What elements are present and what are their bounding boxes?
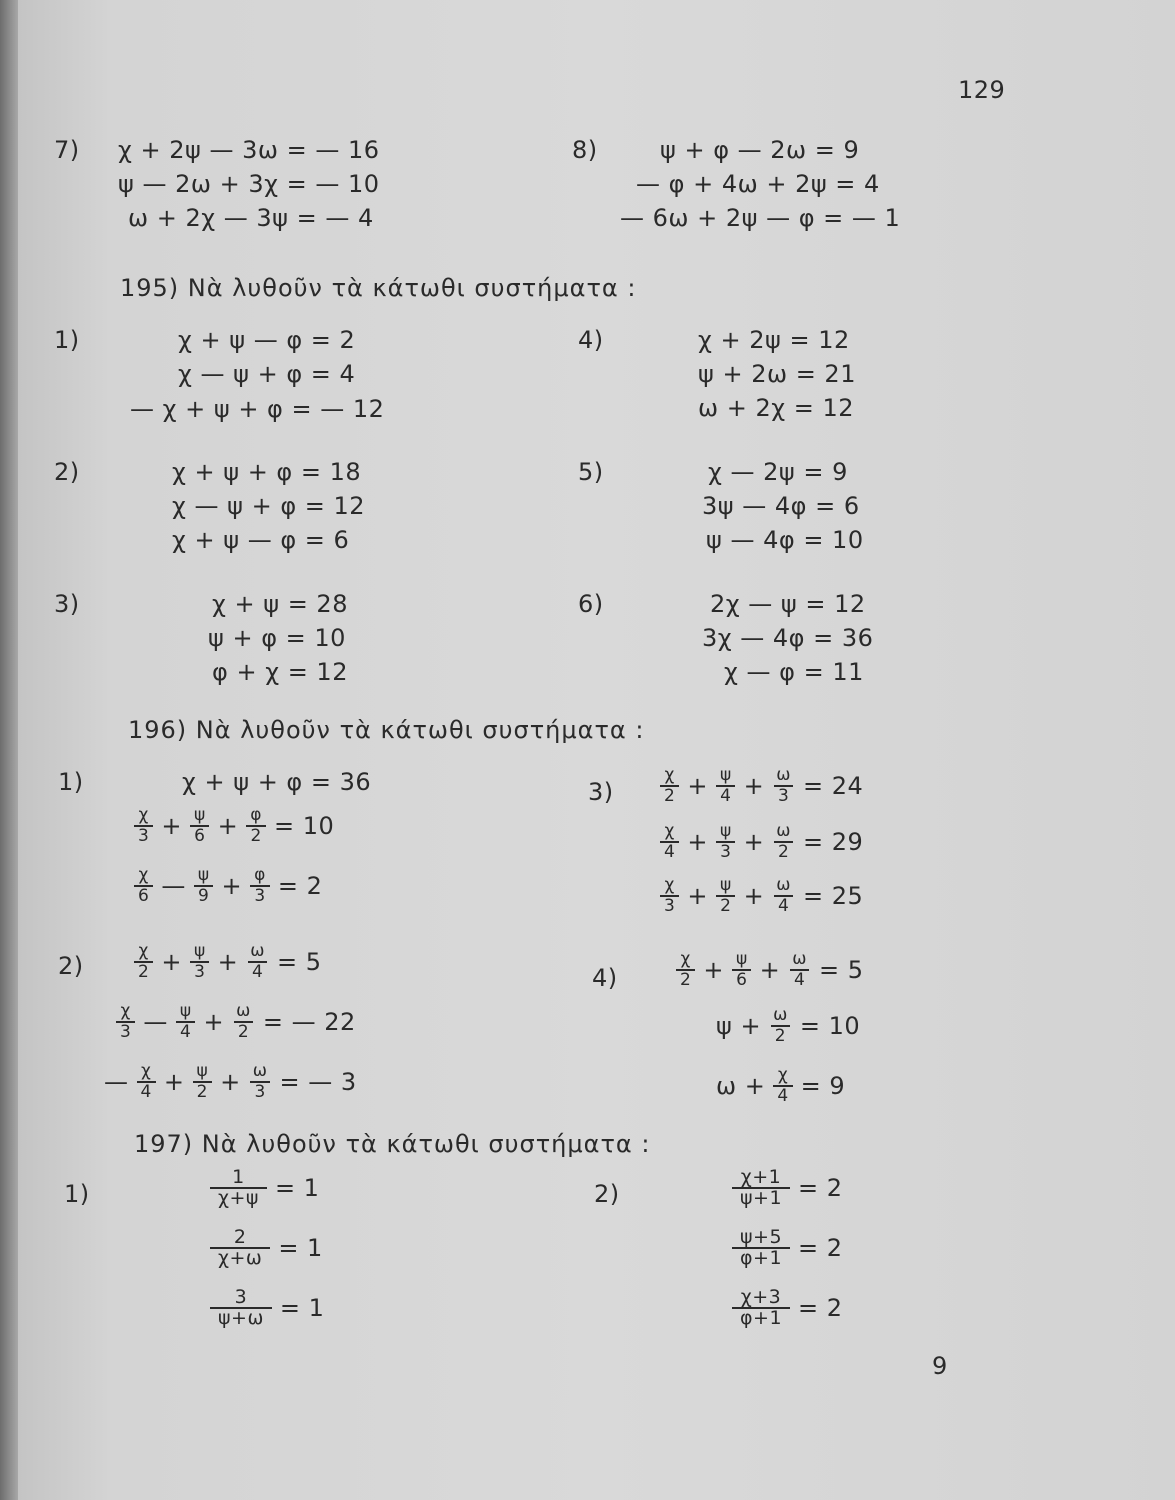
equation: — φ + 4ω + 2ψ = 4 (636, 170, 880, 198)
denominator: 2 (234, 1021, 253, 1042)
fraction (676, 950, 695, 990)
numerator: χ (138, 805, 149, 825)
right-hand-side: = 1 (278, 1234, 323, 1262)
page-number: 129 (958, 76, 1006, 104)
right-hand-side: = — 22 (262, 1008, 356, 1036)
fraction (246, 806, 266, 846)
operator: ψ + (716, 1012, 762, 1040)
numerator: ω (250, 941, 266, 961)
fraction (134, 806, 153, 846)
denominator: 6 (190, 825, 209, 846)
fraction (134, 942, 153, 982)
fraction (116, 1002, 135, 1042)
operator: — (143, 1008, 168, 1036)
fraction (210, 1228, 270, 1268)
equation: χ + 2ψ = 12 (698, 326, 850, 354)
denominator: 3 (250, 885, 269, 906)
problem-4-label: 4) (592, 964, 618, 992)
right-hand-side: = 25 (803, 882, 864, 910)
equation-fraction-row (130, 866, 326, 906)
numerator: ψ (193, 941, 206, 961)
denominator: 4 (716, 785, 735, 806)
exercise-195-heading: 195) Νὰ λυθοῦν τὰ κάτωθι συστήματα : (120, 274, 637, 302)
operator: + (687, 772, 708, 800)
equation: χ + ψ + φ = 18 (172, 458, 362, 486)
denominator: 3 (774, 785, 793, 806)
equation-fraction-row (656, 822, 867, 862)
denominator: φ+1 (732, 1247, 790, 1268)
numerator: ω (776, 875, 792, 895)
denominator: 3 (134, 825, 153, 846)
operator: + (703, 956, 724, 984)
equation: ψ — 4φ = 10 (706, 526, 864, 554)
problem-1-label: 1) (54, 326, 80, 354)
numerator: χ (664, 875, 675, 895)
right-hand-side: = 1 (279, 1294, 325, 1322)
equation-fraction-row (712, 1006, 864, 1046)
numerator: χ (141, 1061, 152, 1081)
fraction (732, 1168, 790, 1208)
equation-fraction-row (672, 950, 868, 990)
denominator: 9 (194, 885, 213, 906)
operator: — (161, 872, 186, 900)
denominator: 4 (790, 969, 809, 990)
problem-2-label: 2) (594, 1180, 620, 1208)
right-hand-side: = 9 (800, 1072, 846, 1100)
operator: ω + (716, 1072, 766, 1100)
fraction (660, 876, 679, 916)
problem-3-label: 3) (54, 590, 80, 618)
denominator: 3 (716, 841, 735, 862)
equation: χ + ψ — φ = 6 (172, 526, 350, 554)
numerator: ω (792, 949, 808, 969)
numerator: χ+1 (740, 1166, 782, 1188)
numerator: ω (776, 821, 792, 841)
problem-3-label: 3) (588, 778, 614, 806)
operator: + (163, 1068, 185, 1096)
numerator: ψ (719, 875, 732, 895)
fraction (773, 1066, 792, 1106)
equation-fraction-row (130, 806, 338, 846)
operator: + (743, 828, 765, 856)
operator: + (161, 948, 182, 976)
fraction (732, 950, 752, 990)
fraction (246, 942, 269, 982)
equation: χ + ψ — φ = 2 (178, 326, 356, 354)
problem-1-label: 1) (64, 1180, 90, 1208)
operator: + (161, 812, 182, 840)
right-hand-side: = 10 (799, 1012, 861, 1040)
fraction (732, 1288, 790, 1328)
equation-fraction-row (656, 766, 867, 806)
problem-2-label: 2) (54, 458, 80, 486)
denominator: 3 (660, 895, 679, 916)
right-hand-side: = 2 (277, 872, 323, 900)
numerator: ψ (179, 1001, 192, 1021)
equation: χ — φ = 11 (724, 658, 864, 686)
denominator: 3 (116, 1021, 135, 1042)
fraction (772, 766, 795, 806)
denominator: φ+1 (732, 1307, 790, 1328)
operator: + (743, 882, 765, 910)
right-hand-side: = 5 (277, 948, 322, 976)
denominator: 4 (774, 895, 793, 916)
numerator: ψ (193, 805, 206, 825)
operator: + (687, 828, 708, 856)
numerator: ψ (197, 865, 210, 885)
equation-fraction-row (712, 1066, 849, 1106)
equation-fraction-row (206, 1228, 327, 1268)
equation: ω + 2χ — 3ψ = — 4 (128, 204, 374, 232)
numerator: ψ+5 (740, 1226, 783, 1248)
equation: χ — ψ + φ = 4 (178, 360, 356, 388)
problem-8-label: 8) (572, 136, 598, 164)
equation: χ — ψ + φ = 12 (172, 492, 366, 520)
numerator: 1 (232, 1166, 245, 1188)
equation-fraction-row (100, 1062, 361, 1102)
operator: + (743, 772, 765, 800)
numerator: 2 (233, 1226, 247, 1248)
denominator: 3 (190, 961, 209, 982)
problem-6-label: 6) (578, 590, 604, 618)
fraction (772, 822, 795, 862)
fraction (176, 1002, 196, 1042)
exercise-196-heading: 196) Νὰ λυθοῦν τὰ κάτωθι συστήματα : (128, 716, 645, 744)
denominator: 6 (732, 969, 751, 990)
denominator: 2 (676, 969, 695, 990)
denominator: 4 (176, 1021, 195, 1042)
equation: ψ + φ — 2ω = 9 (660, 136, 860, 164)
equation-fraction-row (206, 1168, 323, 1208)
right-hand-side: = 2 (798, 1234, 843, 1262)
numerator: χ (664, 821, 675, 841)
numerator: ψ (719, 765, 732, 785)
right-hand-side: = 2 (798, 1174, 843, 1202)
denominator: 4 (137, 1081, 156, 1102)
problem-2-label: 2) (58, 952, 84, 980)
right-hand-side: = 2 (798, 1294, 843, 1322)
numerator: χ (138, 865, 149, 885)
numerator: χ (138, 941, 149, 961)
equation-fraction-row (728, 1288, 847, 1328)
denominator: 2 (246, 825, 265, 846)
fraction (249, 1062, 272, 1102)
denominator: 6 (134, 885, 153, 906)
equation-fraction-row (130, 942, 326, 982)
equation-fraction-row (112, 1002, 360, 1042)
numerator: ω (776, 765, 792, 785)
equation-fraction-row (728, 1168, 847, 1208)
problem-5-label: 5) (578, 458, 604, 486)
denominator: 3 (250, 1081, 269, 1102)
equation: 3χ — 4φ = 36 (702, 624, 874, 652)
equation: 3ψ — 4φ = 6 (702, 492, 860, 520)
book-spine (0, 0, 18, 1500)
fraction (250, 866, 270, 906)
equation: χ + ψ + φ = 36 (182, 768, 372, 796)
denominator: 2 (716, 895, 735, 916)
numerator: 3 (234, 1286, 248, 1308)
equation-fraction-row (206, 1288, 328, 1328)
equation: χ + 2ψ — 3ω = — 16 (118, 136, 380, 164)
fraction (190, 806, 210, 846)
right-hand-side: = 10 (273, 812, 335, 840)
numerator: χ (664, 765, 675, 785)
fraction (788, 950, 811, 990)
equation: χ + ψ = 28 (212, 590, 348, 618)
signature-mark: 9 (932, 1352, 948, 1380)
equation: ψ + 2ω = 21 (698, 360, 856, 388)
fraction (210, 1288, 272, 1328)
right-hand-side: = 29 (803, 828, 864, 856)
fraction (716, 766, 736, 806)
denominator: 4 (773, 1085, 792, 1106)
denominator: χ+ω (210, 1247, 270, 1268)
numerator: ψ (735, 949, 748, 969)
equation: ψ — 2ω + 3χ = — 10 (118, 170, 380, 198)
fraction (210, 1168, 267, 1208)
numerator: χ (777, 1065, 789, 1085)
operator: — (104, 1068, 129, 1096)
equation: — χ + ψ + φ = — 12 (130, 395, 385, 423)
equation: ψ + φ = 10 (208, 624, 346, 652)
numerator: χ (120, 1001, 131, 1021)
operator: + (221, 872, 243, 900)
numerator: ω (773, 1005, 788, 1025)
numerator: ω (252, 1061, 268, 1081)
numerator: ψ (719, 821, 732, 841)
denominator: ψ+ω (210, 1307, 272, 1328)
denominator: 2 (774, 841, 793, 862)
denominator: 4 (660, 841, 679, 862)
right-hand-side: = 5 (819, 956, 864, 984)
denominator: 4 (248, 961, 267, 982)
fraction (190, 942, 210, 982)
problem-7-label: 7) (54, 136, 80, 164)
right-hand-side: = — 3 (279, 1068, 357, 1096)
fraction (137, 1062, 156, 1102)
denominator: 2 (193, 1081, 212, 1102)
operator: + (220, 1068, 241, 1096)
denominator: χ+ψ (210, 1187, 267, 1208)
numerator: χ (680, 949, 691, 969)
fraction (732, 1228, 790, 1268)
numerator: ω (236, 1001, 251, 1021)
operator: + (217, 812, 239, 840)
equation: ω + 2χ = 12 (698, 394, 855, 422)
fraction (194, 866, 214, 906)
fraction (660, 766, 679, 806)
equation: — 6ω + 2ψ — φ = — 1 (620, 204, 901, 232)
numerator: φ (254, 865, 266, 885)
fraction (232, 1002, 255, 1042)
operator: + (217, 948, 239, 976)
exercise-197-heading: 197) Νὰ λυθοῦν τὰ κάτωθι συστήματα : (134, 1130, 651, 1158)
fraction (769, 1006, 792, 1046)
operator: + (759, 956, 781, 984)
operator: + (687, 882, 708, 910)
denominator: 2 (134, 961, 153, 982)
equation-fraction-row (728, 1228, 847, 1268)
denominator: ψ+1 (732, 1187, 790, 1208)
equation: 2χ — ψ = 12 (710, 590, 866, 618)
equation: φ + χ = 12 (212, 658, 348, 686)
fraction (716, 876, 736, 916)
denominator: 2 (771, 1025, 790, 1046)
fraction (192, 1062, 212, 1102)
right-hand-side: = 24 (803, 772, 864, 800)
right-hand-side: = 1 (274, 1174, 320, 1202)
numerator: φ (250, 805, 262, 825)
operator: + (203, 1008, 225, 1036)
equation-fraction-row (656, 876, 867, 916)
equation: χ — 2ψ = 9 (708, 458, 848, 486)
problem-4-label: 4) (578, 326, 604, 354)
fraction (772, 876, 795, 916)
fraction (716, 822, 736, 862)
problem-1-label: 1) (58, 768, 84, 796)
fraction (134, 866, 153, 906)
denominator: 2 (660, 785, 679, 806)
numerator: χ+3 (740, 1286, 782, 1308)
numerator: ψ (196, 1061, 209, 1081)
fraction (660, 822, 679, 862)
